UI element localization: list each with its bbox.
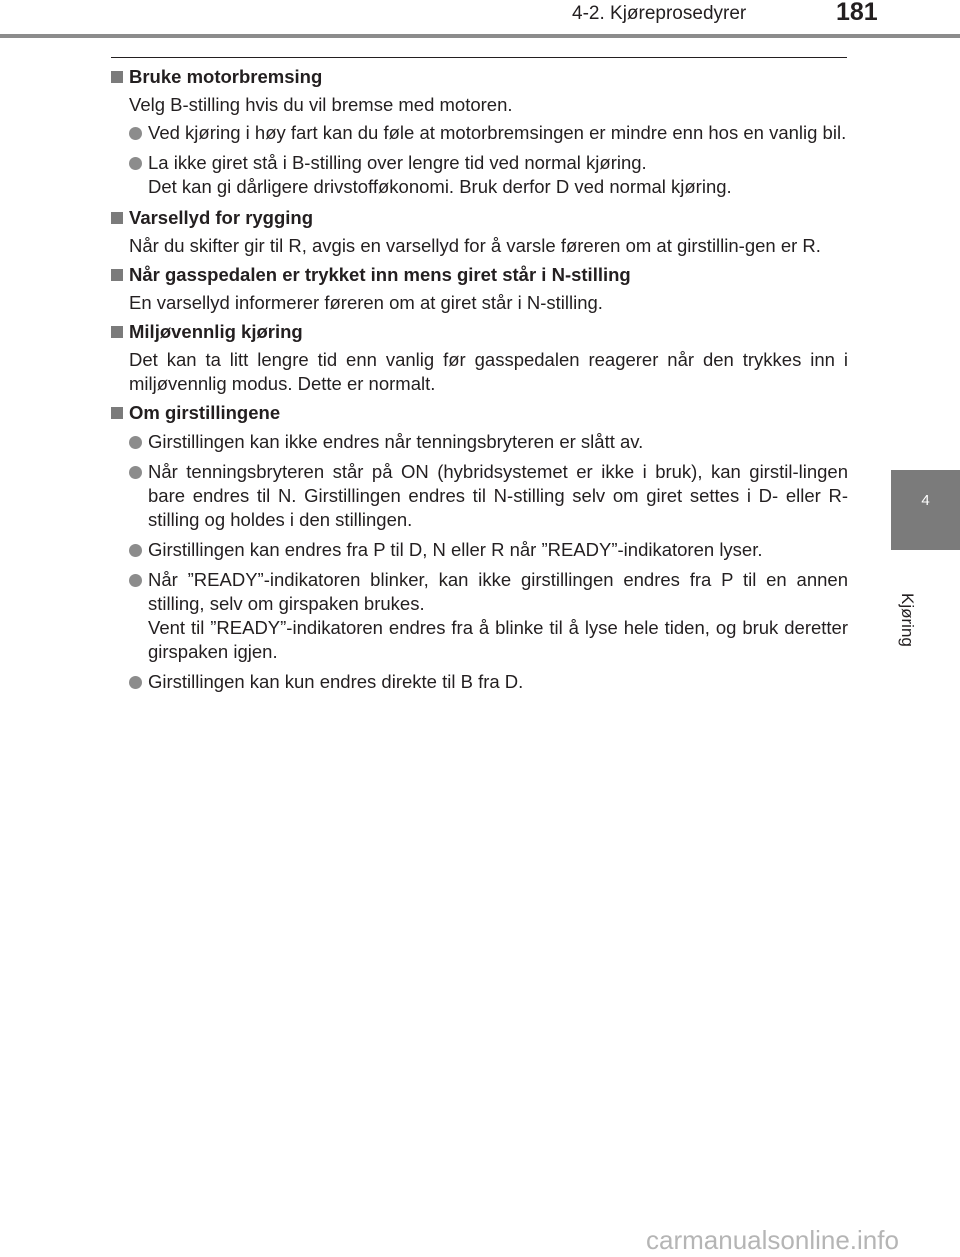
bullet-text: [129, 121, 848, 145]
section: [110, 319, 848, 396]
bullet-dot-icon: [129, 544, 142, 557]
bullet-dot-icon: [129, 157, 142, 170]
section-heading: Varsellyd for rygging: [110, 205, 848, 231]
bullet-line: Girstillingen kan kun endres direkte til B fra D.: [148, 671, 524, 692]
bullet-dot-icon: [129, 127, 142, 140]
bullet-item: [110, 460, 848, 532]
chapter-number: 4: [921, 492, 930, 509]
bullet-dot-icon: [129, 466, 142, 479]
section-heading: Bruke motorbremsing: [110, 64, 848, 90]
bullet-item: [110, 121, 848, 145]
bullet-line: Girstillingen kan ikke endres når tenningsbryteren er slått av.: [148, 431, 644, 452]
bullet-item: [110, 568, 848, 664]
bullet-line: Vent til ”READY”-indikatoren endres fra å blinke til å lyse hele tiden, og bruk deretter girspaken igjen.: [148, 617, 848, 662]
section-paragraph: Det kan ta litt lengre tid enn vanlig før gasspedalen reagerer når den trykkes inn i miljøvennlig modus. Dette er normalt.: [129, 349, 848, 394]
bullet-text: [129, 151, 848, 199]
bullet-line: La ikke giret stå i B-stilling over lengre tid ved normal kjøring.: [148, 152, 647, 173]
bullet-line: Ved kjøring i høy fart kan du føle at motorbremsingen er mindre enn hos en vanlig bil.: [148, 122, 847, 143]
section-paragraph: En varsellyd informerer føreren om at giret står i N-stilling.: [129, 292, 603, 313]
bullet-dot-icon: [129, 436, 142, 449]
top-rule: [111, 57, 847, 58]
bullet-line: Det kan gi dårligere drivstofføkonomi. Bruk derfor D ved normal kjøring.: [148, 176, 732, 197]
header-rule: [0, 34, 960, 38]
section-paragraph: Når du skifter gir til R, avgis en varsellyd for å varsle føreren om at girstillin-gen er R.: [129, 235, 821, 256]
bullet-line: Når tenningsbryteren står på ON (hybridsystemet er ikke i bruk), kan girstil-lingen bare endres til N. Girstillingen endres til N-stilling selv om giret settes i D- eller R-stilling og holdes i den stillingen.: [148, 461, 848, 530]
bullet-item: [110, 151, 848, 199]
bullet-text: [129, 568, 848, 664]
section-paragraph: Velg B-stilling hvis du vil bremse med motoren.: [129, 94, 513, 115]
section-heading: Når gasspedalen er trykket inn mens giret står i N-stilling: [110, 262, 848, 288]
chapter-tab[interactable]: [891, 470, 960, 550]
bullet-text: [129, 670, 848, 694]
bullet-dot-icon: [129, 574, 142, 587]
bullet-line: Girstillingen kan endres fra P til D, N eller R når ”READY”-indikatoren lyser.: [148, 539, 763, 560]
watermark: carmanualsonline.info: [646, 1225, 899, 1255]
page-number: 181: [836, 0, 878, 26]
chapter-label: Kjøring: [898, 593, 917, 647]
bullet-item: [110, 538, 848, 562]
header-section-title: 4-2. Kjøreprosedyrer: [572, 3, 747, 24]
section: [110, 64, 848, 199]
bullet-text: [129, 538, 848, 562]
bullet-item: [110, 430, 848, 454]
section-heading: Miljøvennlig kjøring: [110, 319, 848, 345]
section: [110, 400, 848, 694]
bullet-text: [129, 430, 848, 454]
section: [110, 205, 848, 258]
page-content: [110, 64, 848, 700]
bullet-dot-icon: [129, 676, 142, 689]
bullet-line: Når ”READY”-indikatoren blinker, kan ikke girstillingen endres fra P til en annen stilling, selv om girspaken brukes.: [148, 569, 848, 614]
section: [110, 262, 848, 315]
bullet-item: [110, 670, 848, 694]
bullet-text: [129, 460, 848, 532]
section-heading: Om girstillingene: [110, 400, 848, 426]
